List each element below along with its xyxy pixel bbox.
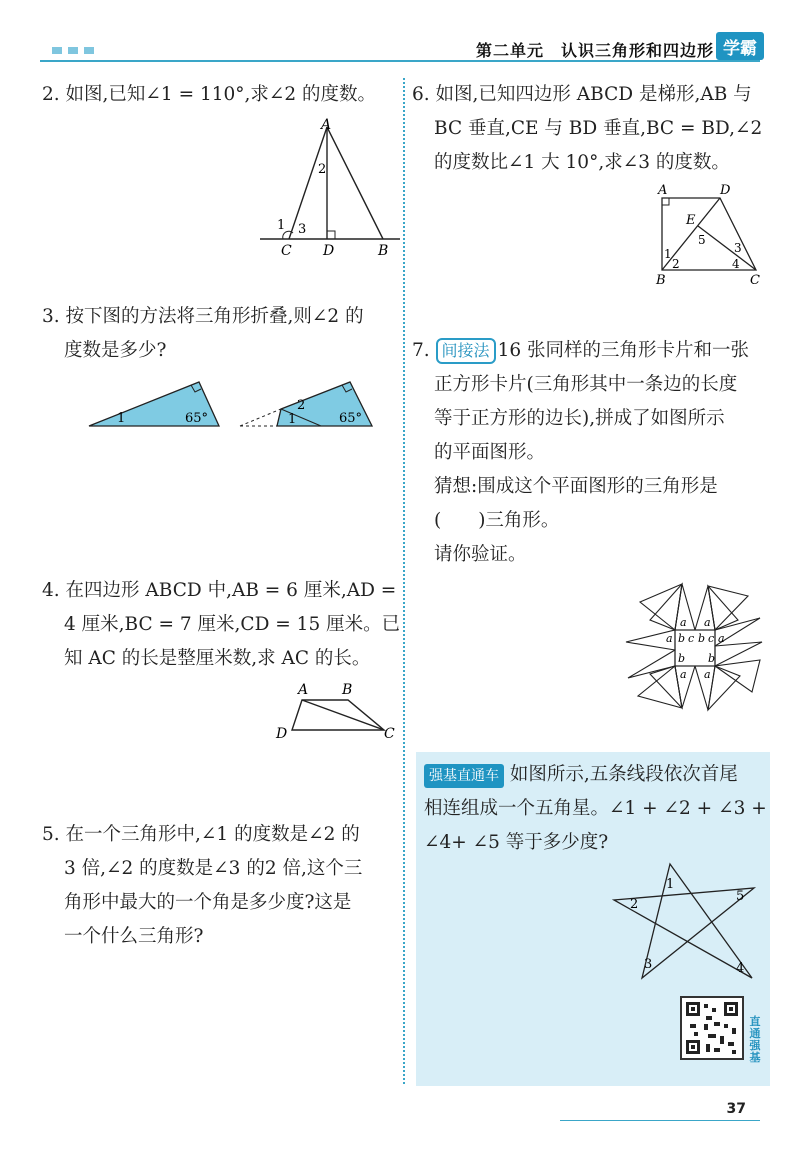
q6-angle-4: 4 (732, 257, 740, 271)
question-6-line-2: BC 垂直,CE 与 BD 垂直,BC = BD,∠2 (434, 118, 763, 139)
star-angle-4: 4 (736, 961, 745, 976)
q6-label-A: A (658, 183, 668, 198)
q7-pinwheel-figure (620, 580, 770, 715)
challenge-line-2: 相连组成一个五角星。∠1 + ∠2 + ∠3 + (424, 798, 767, 819)
q6-angle-2: 2 (672, 257, 680, 271)
q3-figure (85, 378, 385, 430)
question-4 (42, 574, 400, 676)
qr-code-pattern (682, 998, 742, 1058)
question-4-line-1: 4. 在四边形 ABCD 中,AB = 6 厘米,AD = (42, 580, 397, 601)
question-6-line-1: 6. 如图,已知四边形 ABCD 是梯形,AB 与 (412, 84, 752, 105)
question-6 (412, 78, 762, 180)
header-rule (40, 60, 760, 62)
question-7-line-5: 猜想:围成这个平面图形的三角形是 (434, 476, 718, 497)
q3-right-angle-65: 65° (339, 411, 363, 426)
q3-right-angle-2: 2 (297, 398, 306, 413)
brand-logo: 学霸 (716, 32, 764, 60)
challenge-line-3: ∠4+ ∠5 等于多少度? (424, 832, 609, 853)
question-3-line-1: 3. 按下图的方法将三角形折叠,则∠2 的 (42, 306, 364, 327)
challenge-tag: 强基直通车 (424, 764, 504, 788)
qr-code[interactable] (680, 996, 744, 1060)
q6-angle-1: 1 (664, 247, 672, 261)
q7-label-a-2: a (704, 616, 711, 629)
challenge-text-1: 如图所示,五条线段依次首尾 (509, 764, 738, 785)
q2-label-D: D (323, 243, 335, 259)
challenge-box (416, 752, 770, 1086)
question-5-line-3: 角形中最大的一个角是多少度?这是 (64, 892, 352, 913)
q6-figure (650, 180, 770, 290)
q2-angle-2: 2 (318, 162, 327, 177)
question-5 (42, 818, 362, 954)
question-2-text: 2. 如图,已知∠1 = 110°,求∠2 的度数。 (42, 84, 377, 105)
q6-angle-5: 5 (698, 233, 706, 247)
question-3 (42, 300, 364, 368)
question-5-line-1: 5. 在一个三角形中,∠1 的度数是∠2 的 (42, 824, 360, 845)
q7-label-a-1: a (680, 616, 687, 629)
q3-left-angle-65: 65° (185, 411, 209, 426)
question-6-line-3: 的度数比∠1 大 10°,求∠3 的度数。 (434, 152, 730, 173)
star-angle-3: 3 (644, 957, 653, 972)
q6-label-E: E (686, 213, 696, 228)
q2-angle-1: 1 (277, 218, 286, 233)
question-7-line-7: 请你验证。 (434, 544, 527, 565)
question-5-line-4: 一个什么三角形? (64, 926, 204, 947)
page-number: 37 (726, 1101, 746, 1117)
q6-angle-3: 3 (734, 241, 742, 255)
question-7-line-1 (412, 334, 749, 368)
q7-label-b-2: b (698, 632, 706, 645)
header-decoration (52, 47, 94, 54)
q4-label-B: B (342, 682, 353, 698)
q4-label-C: C (384, 726, 395, 742)
q4-label-A: A (298, 682, 309, 698)
question-3-line-2: 度数是多少? (64, 340, 167, 361)
q7-label-a-5: a (680, 668, 687, 681)
q7-label-b-3: b (678, 652, 686, 665)
q2-angle-3: 3 (298, 222, 307, 237)
q7-label-b-1: b (678, 632, 686, 645)
q6-label-C: C (750, 273, 760, 288)
method-tag: 间接法 (436, 338, 496, 364)
q4-figure (270, 680, 400, 744)
star-angle-1: 1 (666, 877, 675, 892)
q7-label-b-4: b (708, 652, 716, 665)
q7-label-c-1: c (688, 632, 695, 645)
q6-label-D: D (720, 183, 731, 198)
question-7-line-2: 正方形卡片(三角形其中一条边的长度 (434, 374, 738, 395)
footer-rule (560, 1120, 760, 1121)
q7-label-a-4: a (718, 632, 725, 645)
q2-label-C: C (281, 243, 292, 259)
q7-label-a-3: a (666, 632, 673, 645)
question-7-line-4: 的平面图形。 (434, 442, 546, 463)
question-7-text-1: 16 张同样的三角形卡片和一张 (497, 340, 749, 361)
star-figure (612, 860, 772, 984)
question-7-line-3: 等于正方形的边长),拼成了如图所示 (434, 408, 725, 429)
challenge-question (424, 758, 767, 860)
question-4-line-2: 4 厘米,BC = 7 厘米,CD = 15 厘米。已 (64, 614, 401, 635)
star-angle-5: 5 (736, 889, 745, 904)
question-5-line-2: 3 倍,∠2 的度数是∠3 的2 倍,这个三 (64, 858, 363, 879)
question-7 (412, 334, 749, 572)
q2-label-B: B (378, 243, 389, 259)
q6-label-B: B (656, 273, 666, 288)
q7-label-a-6: a (704, 668, 711, 681)
q2-label-A: A (321, 117, 332, 133)
question-4-line-3: 知 AC 的长是整厘米数,求 AC 的长。 (64, 648, 371, 669)
qr-caption: 直通强基 (749, 1015, 761, 1064)
q3-right-angle-1: 1 (288, 412, 297, 427)
unit-title: 第二单元 认识三角形和四边形 (475, 41, 714, 60)
q4-label-D: D (276, 726, 288, 742)
q7-label-c-2: c (708, 632, 715, 645)
challenge-line-1 (424, 758, 767, 792)
question-2 (42, 78, 376, 112)
q2-figure (255, 115, 405, 260)
question-7-number: 7. (412, 340, 430, 361)
star-angle-2: 2 (630, 897, 639, 912)
page-header (0, 0, 800, 62)
q3-left-angle-1: 1 (117, 411, 126, 426)
question-7-line-6: ( )三角形。 (434, 510, 560, 531)
